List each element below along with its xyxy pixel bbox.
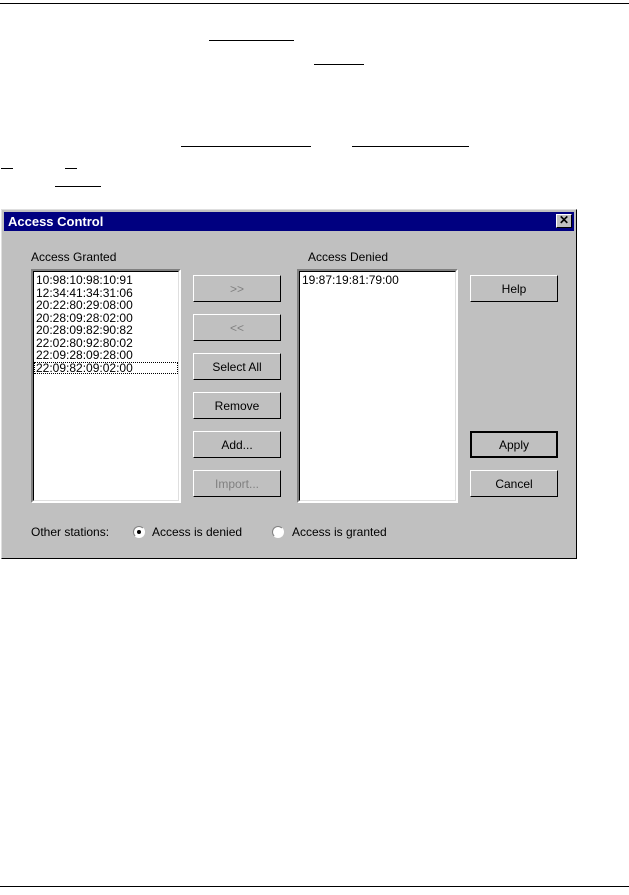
close-icon: ✕ [558, 213, 570, 227]
list-item[interactable]: 22:09:28:09:28:00 [36, 348, 133, 362]
list-item[interactable]: 12:34:41:34:31:06 [36, 285, 133, 300]
close-button[interactable] [556, 214, 572, 228]
list-item[interactable]: 20:22:80:29:08:00 [36, 298, 133, 312]
radio-access-granted[interactable] [272, 526, 284, 538]
list-item[interactable]: 20:28:09:82:90:82 [36, 323, 133, 337]
access-denied-label: Access Denied [308, 250, 389, 264]
underline-mark [181, 146, 311, 147]
access-granted-label: Access Granted [31, 250, 117, 264]
top-rule [0, 3, 629, 4]
move-right-button[interactable]: >> [193, 275, 281, 302]
access-control-dialog [1, 209, 577, 559]
cancel-button[interactable]: Cancel [470, 470, 558, 497]
import-button[interactable]: Import... [193, 470, 281, 497]
underline-mark [65, 168, 77, 169]
other-stations-label: Other stations: [31, 525, 110, 539]
bottom-rule [0, 886, 629, 887]
underline-mark [209, 40, 294, 41]
title-bar[interactable] [4, 212, 574, 231]
move-left-button[interactable]: << [193, 314, 281, 341]
list-item[interactable]: 19:87:19:81:79:00 [302, 273, 399, 287]
radio-selected-dot [137, 530, 141, 534]
list-item[interactable]: 10:98:10:98:10:91 [36, 273, 133, 287]
underline-mark [1, 168, 13, 169]
remove-button[interactable]: Remove [193, 392, 281, 419]
underline-mark [314, 64, 364, 65]
list-item[interactable]: 20:28:09:28:02:00 [36, 310, 133, 325]
list-item[interactable]: 22:02:80:92:80:02 [36, 335, 133, 350]
underline-mark [352, 146, 469, 147]
underline-mark [55, 186, 101, 187]
access-denied-list[interactable] [297, 269, 458, 503]
radio-access-denied[interactable] [133, 526, 145, 538]
radio-access-granted-label[interactable]: Access is granted [292, 525, 387, 539]
add-button[interactable]: Add... [193, 431, 281, 458]
access-granted-list[interactable] [31, 269, 181, 503]
window-title: Access Control [8, 214, 104, 229]
radio-access-denied-label[interactable]: Access is denied [152, 525, 243, 539]
select-all-button[interactable]: Select All [193, 353, 281, 380]
help-button[interactable]: Help [470, 275, 558, 302]
apply-button[interactable]: Apply [470, 431, 558, 458]
list-item[interactable]: 22:09:82:09:02:00 [34, 362, 178, 375]
